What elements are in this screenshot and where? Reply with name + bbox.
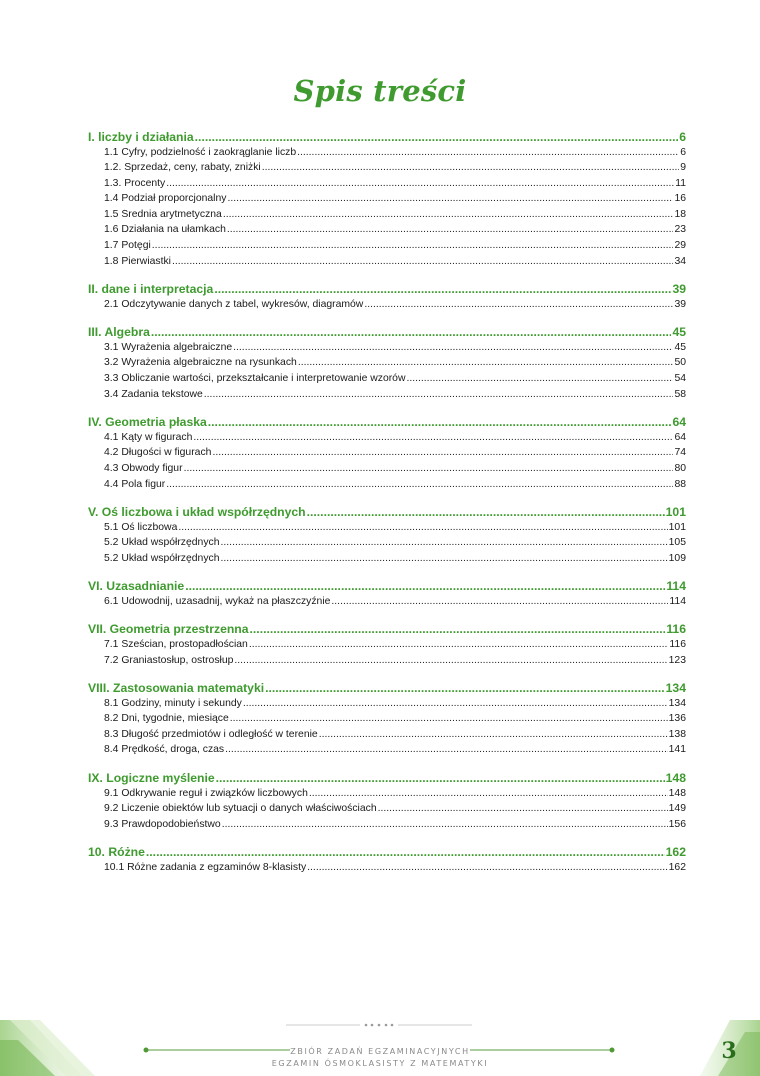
- toc-entry-title: 4.1 Kąty w figurach: [104, 431, 193, 443]
- toc-entry[interactable]: [88, 655, 688, 671]
- dot-leader: [298, 357, 674, 368]
- dot-leader: [230, 713, 668, 724]
- section-gap: [88, 670, 688, 681]
- toc-entry-page: 114: [669, 595, 686, 607]
- toc-section-title: VI. Uzasadnianie: [88, 579, 185, 594]
- toc-entry[interactable]: [88, 178, 688, 194]
- dot-leader: [146, 845, 665, 859]
- toc-entry[interactable]: [88, 299, 688, 315]
- toc-entry-title: 8.2 Dni, tygodnie, miesiące: [104, 713, 229, 725]
- toc-entry-page: 134: [668, 697, 686, 709]
- dot-leader: [307, 862, 668, 873]
- toc-section-title: VII. Geometria przestrzenna: [88, 622, 249, 637]
- toc-entry-page: 149: [668, 803, 686, 815]
- toc-entry[interactable]: [88, 744, 688, 760]
- dot-leader: [178, 522, 667, 533]
- toc-entry[interactable]: [88, 522, 688, 538]
- dot-leader: [265, 681, 665, 695]
- section-gap: [88, 271, 688, 282]
- page-title: Spis treści: [293, 74, 467, 108]
- toc-section-page: 114: [666, 579, 686, 594]
- dot-leader: [250, 622, 666, 636]
- toc-entry-title: 8.1 Godziny, minuty i sekundy: [104, 697, 242, 709]
- toc-section-page: 162: [665, 845, 686, 860]
- toc-entry[interactable]: [88, 432, 688, 448]
- toc-entry-page: 45: [674, 341, 686, 353]
- section-gap: [88, 314, 688, 325]
- toc-entry-page: 109: [668, 552, 686, 564]
- toc-section-page: 116: [666, 622, 686, 637]
- dot-leader: [227, 224, 674, 235]
- toc-entry-page: 148: [668, 787, 686, 799]
- toc-entry-page: 50: [674, 357, 686, 369]
- toc-entry[interactable]: [88, 537, 688, 553]
- dot-leader: [223, 209, 674, 220]
- toc-entry[interactable]: [88, 162, 688, 178]
- toc-entry-page: 74: [674, 447, 686, 459]
- toc-section-title: IV. Geometria płaska: [88, 415, 207, 430]
- toc-entry-title: 1.2. Sprzedaż, ceny, rabaty, zniżki: [104, 162, 261, 174]
- dot-leader: [184, 463, 674, 474]
- toc-entry[interactable]: [88, 256, 688, 272]
- dot-leader: [319, 729, 668, 740]
- toc-section[interactable]: [88, 579, 688, 596]
- toc-entry-page: 116: [669, 638, 686, 650]
- toc-entry-title: 7.1 Sześcian, prostopadłościan: [104, 638, 248, 650]
- dot-leader: [227, 193, 673, 204]
- toc-entry-title: 3.1 Wyrażenia algebraiczne: [104, 341, 233, 353]
- toc-section-title: VIII. Zastosowania matematyki: [88, 681, 265, 696]
- toc-entry[interactable]: [88, 803, 688, 819]
- dot-leader: [214, 282, 671, 296]
- toc-entry[interactable]: [88, 698, 688, 714]
- toc-entry-title: 7.2 Graniastosłup, ostrosłup: [104, 654, 234, 666]
- section-gap: [88, 611, 688, 622]
- toc-entry[interactable]: [88, 596, 688, 612]
- toc-section-title: II. dane i interpretacja: [88, 282, 214, 297]
- dot-leader: [378, 803, 668, 814]
- toc-entry[interactable]: [88, 862, 688, 878]
- dot-leader: [193, 432, 673, 443]
- toc-entry-page: 29: [674, 240, 686, 252]
- dot-leader: [166, 178, 674, 189]
- toc-entry-page: 34: [674, 255, 686, 267]
- toc-entry-page: 18: [674, 208, 686, 220]
- section-gap: [88, 404, 688, 415]
- dot-leader: [212, 447, 673, 458]
- dot-leader: [185, 579, 665, 593]
- toc-entry-title: 9.2 Liczenie obiektów lub sytuacji o danych właściwościach: [104, 803, 377, 815]
- toc-entry-page: 39: [674, 298, 686, 310]
- toc-section-page: 64: [672, 415, 686, 430]
- toc-entry-title: 1.1 Cyfry, podzielność i zaokrąglanie liczb: [104, 146, 297, 158]
- toc-entry-page: 54: [674, 373, 686, 385]
- toc-entry-title: 9.3 Prawdopodobieństwo: [104, 818, 221, 830]
- dot-leader: [364, 299, 673, 310]
- toc-entry-page: 162: [668, 861, 686, 873]
- dot-leader: [243, 698, 668, 709]
- toc-entry-page: 123: [668, 654, 686, 666]
- dot-leader: [233, 342, 673, 353]
- toc-entry[interactable]: [88, 209, 688, 225]
- dot-leader: [216, 771, 665, 785]
- toc-entry[interactable]: [88, 342, 688, 358]
- toc-entry-title: 1.8 Pierwiastki: [104, 255, 171, 267]
- toc-entry[interactable]: [88, 357, 688, 373]
- dot-leader: [166, 479, 673, 490]
- toc-entry-title: 1.6 Działania na ułamkach: [104, 224, 226, 236]
- toc-section[interactable]: [88, 845, 688, 862]
- toc-entry[interactable]: [88, 713, 688, 729]
- toc-entry-title: 4.4 Pola figur: [104, 478, 166, 490]
- toc-section-title: I. liczby i działania: [88, 130, 194, 144]
- dot-leader: [152, 240, 674, 251]
- toc-entry-title: 8.3 Długość przedmiotów i odległość w terenie: [104, 728, 318, 740]
- section-gap: [88, 568, 688, 579]
- toc-entry-title: 9.1 Odkrywanie reguł i związków liczbowych: [104, 787, 308, 799]
- toc-section[interactable]: [88, 505, 688, 522]
- toc-section[interactable]: [88, 622, 688, 639]
- toc-entry-title: 1.4 Podział proporcjonalny: [104, 193, 227, 205]
- dot-leader: [297, 147, 679, 158]
- toc-entry-title: 3.3 Obliczanie wartości, przekształcanie i interpretowanie wzorów: [104, 373, 406, 385]
- toc-section-page: 134: [665, 681, 686, 696]
- footer-line-1: ZBIÓR ZADAŃ EGZAMINACYJNYCH: [290, 1047, 470, 1056]
- dot-leader: [222, 819, 668, 830]
- toc-entry[interactable]: [88, 463, 688, 479]
- toc-entry-page: 11: [675, 177, 686, 189]
- toc-entry-page: 6: [680, 146, 686, 158]
- toc-entry[interactable]: [88, 729, 688, 745]
- dot-leader: [249, 639, 669, 650]
- toc-entry-page: 58: [674, 388, 686, 400]
- page-number: 3: [721, 1038, 737, 1064]
- dot-leader: [221, 553, 668, 564]
- table-of-contents: [88, 130, 688, 877]
- dot-leader: [309, 788, 668, 799]
- section-gap: [88, 494, 688, 505]
- toc-entry[interactable]: [88, 479, 688, 495]
- toc-entry[interactable]: [88, 373, 688, 389]
- dot-leader: [225, 744, 668, 755]
- toc-section-title: 10. Różne: [88, 845, 145, 860]
- dot-leader: [221, 537, 668, 548]
- dot-leader: [262, 162, 680, 173]
- toc-entry[interactable]: [88, 447, 688, 463]
- toc-entry[interactable]: [88, 147, 688, 163]
- toc-entry[interactable]: [88, 788, 688, 804]
- toc-entry[interactable]: [88, 193, 688, 209]
- toc-section-page: 39: [672, 282, 686, 297]
- toc-section-title: IX. Logiczne myślenie: [88, 771, 215, 786]
- toc-entry-page: 23: [674, 224, 686, 236]
- dot-leader: [234, 655, 667, 666]
- toc-entry[interactable]: [88, 224, 688, 240]
- dot-leader: [208, 415, 672, 429]
- toc-entry-title: 2.1 Odczytywanie danych z tabel, wykresów, diagramów: [104, 298, 364, 310]
- toc-entry[interactable]: [88, 240, 688, 256]
- toc-entry[interactable]: [88, 389, 688, 405]
- toc-entry-page: 9: [680, 162, 686, 174]
- toc-entry-page: 138: [668, 728, 686, 740]
- toc-section[interactable]: [88, 130, 688, 147]
- toc-entry-title: 3.4 Zadania tekstowe: [104, 388, 203, 400]
- toc-entry-title: 10.1 Różne zadania z egzaminów 8-klasisty: [104, 861, 307, 873]
- dot-leader: [406, 373, 673, 384]
- toc-entry-title: 5.2 Układ współrzędnych: [104, 537, 220, 549]
- toc-entry-title: 1.7 Potęgi: [104, 240, 151, 252]
- toc-entry-title: 5.2 Układ współrzędnych: [104, 552, 220, 564]
- toc-entry[interactable]: [88, 639, 688, 655]
- toc-entry-page: 156: [668, 818, 686, 830]
- toc-entry-title: 1.3. Procenty: [104, 177, 166, 189]
- toc-section-page: 148: [665, 771, 686, 786]
- section-gap: [88, 760, 688, 771]
- toc-section[interactable]: [88, 282, 688, 299]
- section-gap: [88, 834, 688, 845]
- toc-section[interactable]: [88, 325, 688, 342]
- toc-section[interactable]: [88, 415, 688, 432]
- toc-section[interactable]: [88, 681, 688, 698]
- toc-entry-page: 136: [668, 713, 686, 725]
- toc-entry-page: 64: [674, 431, 686, 443]
- toc-entry-page: 105: [668, 537, 686, 549]
- toc-entry-page: 16: [674, 193, 686, 205]
- toc-section-page: 101: [665, 505, 686, 520]
- toc-entry-title: 5.1 Oś liczbowa: [104, 521, 178, 533]
- toc-entry-title: 1.5 Średnia arytmetyczna: [104, 208, 222, 220]
- toc-entry-page: 101: [668, 521, 686, 533]
- footer-line-2: EGZAMIN ÓSMOKLASISTY Z MATEMATYKI: [271, 1059, 489, 1068]
- toc-entry-title: 3.2 Wyrażenia algebraiczne na rysunkach: [104, 357, 297, 369]
- dot-leader: [172, 256, 673, 267]
- toc-entry-page: 88: [674, 478, 686, 490]
- toc-section[interactable]: [88, 771, 688, 788]
- dot-leader: [331, 596, 668, 607]
- toc-entry-title: 4.2 Długości w figurach: [104, 447, 212, 459]
- toc-section-page: 45: [672, 325, 686, 340]
- dot-leader: [151, 325, 672, 339]
- toc-entry-page: 141: [668, 744, 686, 756]
- toc-entry-page: 80: [674, 462, 686, 474]
- dot-leader: [307, 505, 665, 519]
- dot-leader: [204, 389, 674, 400]
- toc-section-page: 6: [679, 130, 686, 144]
- toc-entry[interactable]: [88, 819, 688, 835]
- toc-entry-title: 6.1 Udowodnij, uzasadnij, wykaż na płaszczyźnie: [104, 595, 331, 607]
- toc-entry-title: 8.4 Prędkość, droga, czas: [104, 744, 225, 756]
- toc-entry-title: 4.3 Obwody figur: [104, 462, 183, 474]
- dot-leader: [195, 130, 679, 144]
- toc-entry[interactable]: [88, 553, 688, 569]
- toc-section-title: V. Oś liczbowa i układ współrzędnych: [88, 505, 306, 520]
- toc-section-title: III. Algebra: [88, 325, 150, 340]
